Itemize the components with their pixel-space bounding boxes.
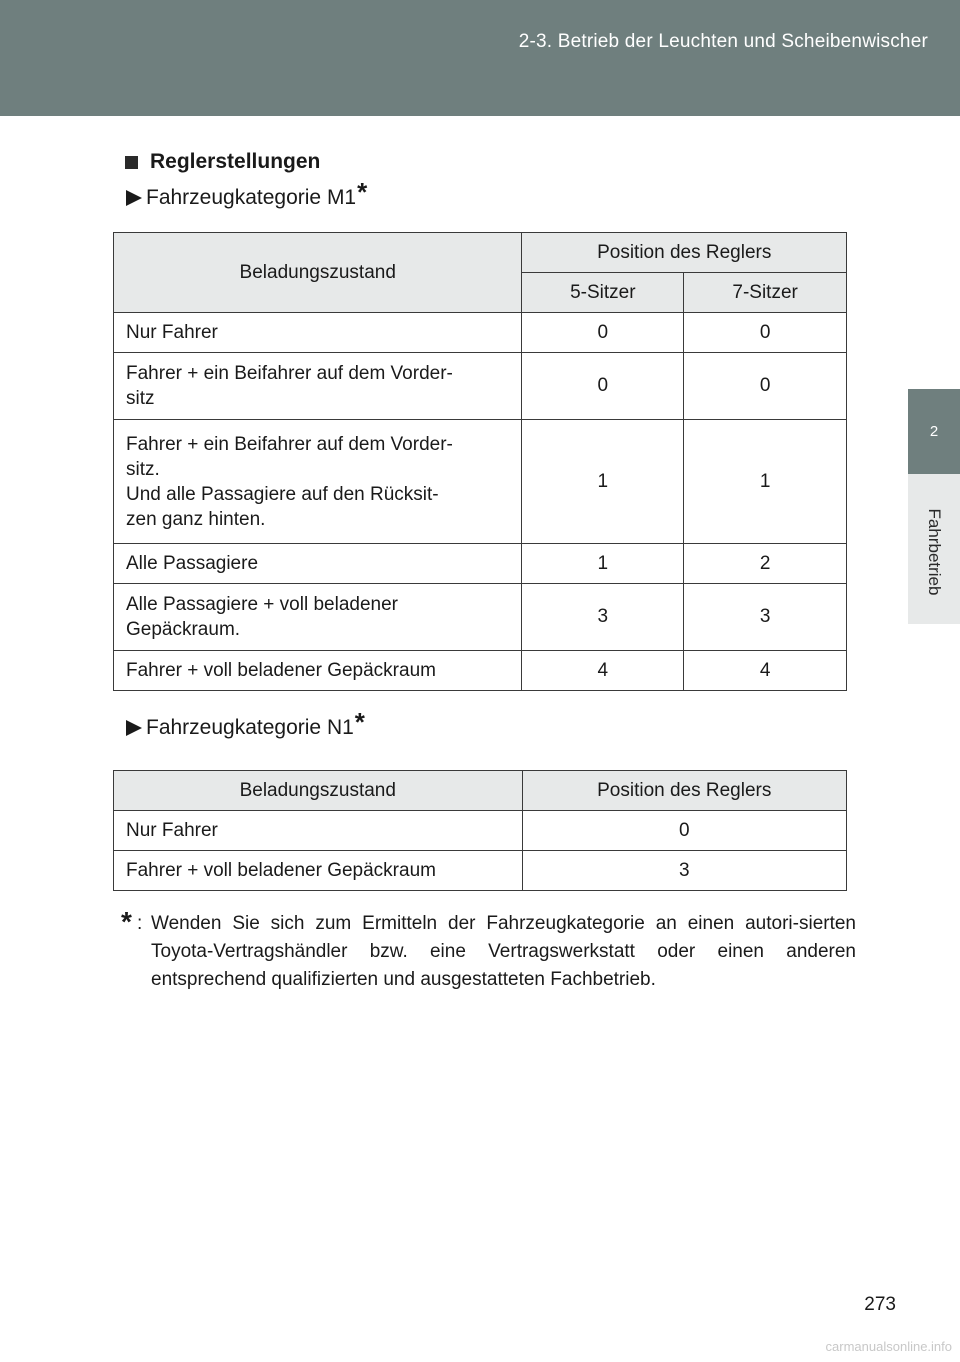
asterisk-icon: * — [357, 177, 368, 207]
n1-heading-text: Fahrzeugkategorie N1 — [146, 716, 354, 739]
m1-col-position: Position des Reglers — [522, 233, 847, 273]
m1-col-load: Beladungszustand — [114, 233, 522, 313]
chapter-tab-label-text: Fahrbetrieb — [925, 508, 944, 596]
footnote-text: Wenden Sie sich zum Ermitteln der Fahrzeugkategorie an einen autori-sierten Toyota-Vertragshändler bzw. eine Vertragswerkstatt oder einen anderen entsprechend qualifizierten und ausgestatteten Fachbetrieb. — [151, 913, 856, 990]
m1-table-body — [114, 313, 847, 691]
chapter-tab-number: 2 — [908, 389, 960, 474]
m1-heading-text: Fahrzeugkategorie M1 — [146, 186, 357, 209]
position-5-seater-cell: 4 — [522, 651, 684, 691]
m1-heading — [126, 177, 368, 217]
position-5-seater-cell: 0 — [522, 353, 684, 420]
footnote-colon: : — [137, 913, 143, 934]
position-5-seater-cell: 0 — [522, 313, 684, 353]
triangle-bullet-icon — [126, 720, 142, 736]
m1-col-7-seater: 7-Sitzer — [684, 273, 847, 313]
watermark: carmanualsonline.info — [825, 1339, 952, 1354]
position-7-seater-cell: 1 — [684, 420, 847, 544]
load-condition-cell: Nur Fahrer — [114, 811, 523, 851]
position-7-seater-cell: 3 — [684, 584, 847, 651]
position-7-seater-cell: 2 — [684, 544, 847, 584]
chapter-title: 2-3. Betrieb der Leuchten und Scheibenwischer — [518, 31, 928, 52]
load-condition-cell: Fahrer + ein Beifahrer auf dem Vorder- sitz. Und alle Passagiere auf den Rücksit- zen ganz hinten. — [114, 420, 522, 544]
m1-col-5-seater: 5-Sitzer — [522, 273, 684, 313]
load-condition-cell: Nur Fahrer — [114, 313, 522, 353]
square-bullet-icon — [125, 156, 138, 169]
position-5-seater-cell: 3 — [522, 584, 684, 651]
position-7-seater-cell: 0 — [684, 353, 847, 420]
n1-table — [113, 770, 847, 891]
table-row — [114, 651, 847, 691]
position-5-seater-cell: 1 — [522, 420, 684, 544]
position-7-seater-cell: 4 — [684, 651, 847, 691]
load-condition-cell: Fahrer + voll beladener Gepäckraum — [114, 851, 523, 891]
triangle-bullet-icon — [126, 190, 142, 206]
m1-table — [113, 232, 847, 691]
load-condition-cell: Alle Passagiere — [114, 544, 522, 584]
n1-table-body — [114, 811, 847, 891]
position-5-seater-cell: 1 — [522, 544, 684, 584]
position-7-seater-cell: 0 — [684, 313, 847, 353]
table-row — [114, 353, 847, 420]
page-number: 273 — [864, 1294, 896, 1315]
table-row — [114, 544, 847, 584]
table-row — [114, 313, 847, 353]
table-row — [114, 584, 847, 651]
page-header — [0, 0, 960, 116]
chapter-tab-label — [908, 474, 960, 624]
table-row — [114, 851, 847, 891]
n1-heading — [126, 707, 365, 747]
section-heading-text: Reglerstellungen — [150, 150, 321, 173]
section-heading — [125, 150, 320, 174]
asterisk-icon: * — [354, 707, 365, 737]
load-condition-cell: Fahrer + ein Beifahrer auf dem Vorder- sitz — [114, 353, 522, 420]
load-condition-cell: Fahrer + voll beladener Gepäckraum — [114, 651, 522, 691]
table-row — [114, 811, 847, 851]
table-row — [114, 420, 847, 544]
n1-col-load: Beladungszustand — [114, 771, 523, 811]
position-cell: 0 — [522, 811, 847, 851]
load-condition-cell: Alle Passagiere + voll beladener Gepäckraum. — [114, 584, 522, 651]
n1-col-position: Position des Reglers — [522, 771, 847, 811]
footnote — [121, 906, 856, 994]
position-cell: 3 — [522, 851, 847, 891]
footnote-asterisk: * — [121, 906, 132, 937]
